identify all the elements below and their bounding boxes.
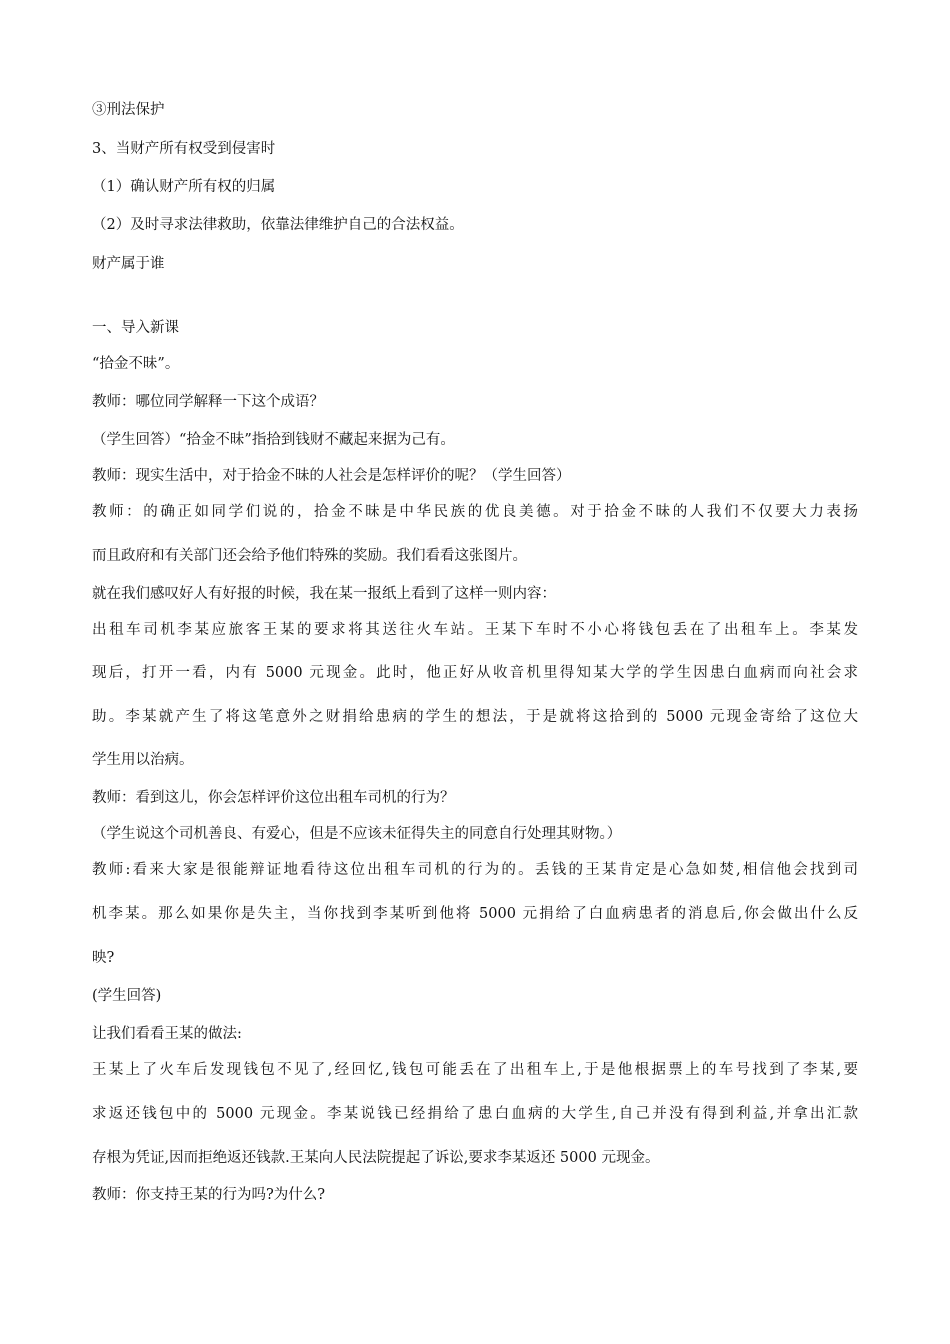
- text-line: （2）及时寻求法律救助，依靠法律维护自己的合法权益。: [92, 217, 464, 233]
- text-line: （学生回答）“拾金不昧”指拾到钱财不藏起来据为己有。: [92, 432, 455, 448]
- text-line: 映?: [92, 950, 115, 966]
- text-line: 存根为凭证,因而拒绝返还钱款.王某向人民法院提起了诉讼,要求李某返还 5000 元现金。: [92, 1150, 660, 1166]
- text-line: 教师：现实生活中，对于拾金不昧的人社会是怎样评价的呢？（学生回答）: [92, 468, 571, 484]
- text-line: 机李某。那么如果你是失主，当你找到李某听到他将 5000 元捐给了白血病患者的消息后,你会做出什么反: [92, 906, 858, 922]
- text-line: 学生用以治病。: [92, 752, 194, 768]
- section-title: 财产属于谁: [92, 256, 165, 272]
- text-line: 而且政府和有关部门还会给予他们特殊的奖励。我们看看这张图片。: [92, 548, 527, 564]
- text-line: 教师:看来大家是很能辩证地看待这位出租车司机的行为的。丢钱的王某肯定是心急如焚,相信他会找到司: [92, 862, 858, 878]
- text-line: 出租车司机李某应旅客王某的要求将其送往火车站。王某下车时不小心将钱包丢在了出租车上。李某发: [92, 622, 858, 638]
- text-line: 教师：看到这儿，你会怎样评价这位出租车司机的行为？: [92, 790, 455, 806]
- text-line: 助。李某就产生了将这笔意外之财捐给患病的学生的想法，于是就将这拾到的 5000 元现金寄给了这位大: [92, 709, 858, 725]
- text-line: 教师：的确正如同学们说的，拾金不昧是中华民族的优良美德。对于拾金不昧的人我们不仅要大力表扬: [92, 504, 858, 520]
- text-line: 求返还钱包中的 5000 元现金。李某说钱已经捐给了患白血病的大学生,自己并没有得到利益,并拿出汇款: [92, 1106, 858, 1122]
- text-line: 教师：你支持王某的行为吗?为什么?: [92, 1187, 326, 1203]
- text-line: （1）确认财产所有权的归属: [92, 179, 276, 195]
- text-line: (学生回答): [92, 988, 162, 1004]
- section-heading: 一、导入新课: [92, 320, 179, 336]
- text-line: （学生说这个司机善良、有爱心，但是不应该未征得失主的同意自行处理其财物。）: [92, 826, 622, 842]
- text-line: 让我们看看王某的做法:: [92, 1026, 242, 1042]
- text-line: 就在我们感叹好人有好报的时候，我在某一报纸上看到了这样一则内容：: [92, 586, 556, 602]
- text-line: “拾金不昧”。: [92, 356, 180, 372]
- text-line: 教师：哪位同学解释一下这个成语？: [92, 394, 324, 410]
- text-line: 王某上了火车后发现钱包不见了,经回忆,钱包可能丢在了出租车上,于是他根据票上的车号找到了李某,要: [92, 1062, 858, 1078]
- text-line: 现后，打开一看，内有 5000 元现金。此时，他正好从收音机里得知某大学的学生因患白血病而向社会求: [92, 665, 858, 681]
- text-line: ③刑法保护: [92, 102, 165, 118]
- text-line: 3、当财产所有权受到侵害时: [92, 141, 276, 157]
